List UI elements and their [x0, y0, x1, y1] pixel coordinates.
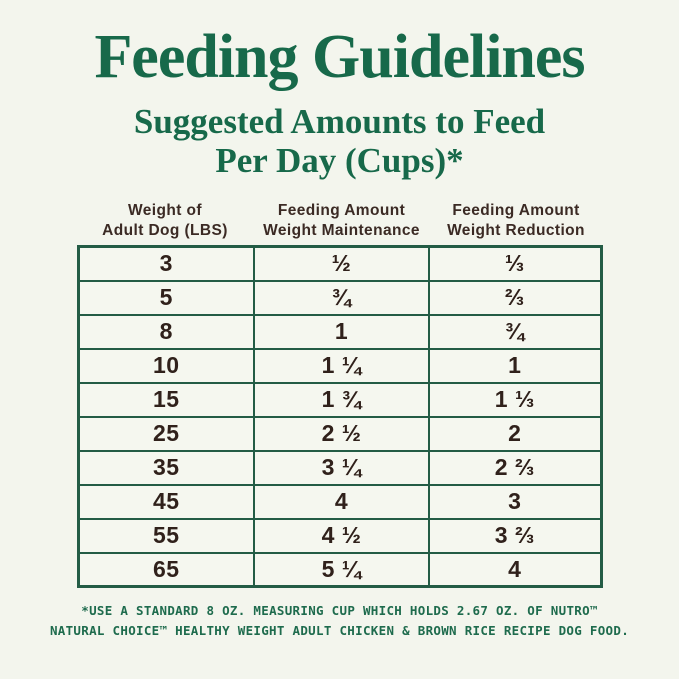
maintenance-cell: ¾: [254, 281, 429, 315]
page-subtitle: [0, 102, 679, 180]
weight-cell: 3: [78, 247, 254, 281]
column-header-reduction: Feeding Amount Weight Reduction: [447, 202, 585, 239]
feeding-table: [77, 245, 603, 588]
table-row: [78, 349, 601, 383]
maintenance-cell: 5 ¼: [254, 553, 429, 587]
maintenance-cell: 3 ¼: [254, 451, 429, 485]
reduction-cell: ¾: [429, 315, 601, 349]
weight-cell: 55: [78, 519, 254, 553]
maintenance-cell: 2 ½: [254, 417, 429, 451]
page-title: Feeding Guidelines: [94, 23, 585, 91]
footnote-line-2: NATURAL CHOICE™ HEALTHY WEIGHT ADULT CHICKEN & BROWN RICE RECIPE DOG FOOD.: [49, 622, 630, 638]
table-row: [78, 247, 601, 281]
maintenance-cell: 1 ¼: [254, 349, 429, 383]
reduction-cell: ⅓: [429, 247, 601, 281]
weight-cell: 25: [78, 417, 254, 451]
weight-cell: 15: [78, 383, 254, 417]
reduction-cell: 4: [429, 553, 601, 587]
reduction-cell: 2 ⅔: [429, 451, 601, 485]
table-row: [78, 383, 601, 417]
reduction-cell: ⅔: [429, 281, 601, 315]
reduction-cell: 3: [429, 485, 601, 519]
weight-cell: 5: [78, 281, 254, 315]
reduction-cell: 1: [429, 349, 601, 383]
column-header-weight: Weight of Adult Dog (LBS): [102, 202, 228, 239]
table-row: [78, 315, 601, 349]
maintenance-cell: 1 ¾: [254, 383, 429, 417]
weight-cell: 45: [78, 485, 254, 519]
weight-cell: 65: [78, 553, 254, 587]
footnote-line-1: *USE A STANDARD 8 OZ. MEASURING CUP WHICH HOLDS 2.67 OZ. OF NUTRO™: [81, 603, 598, 619]
feeding-table-area: [77, 201, 603, 588]
table-row: [78, 281, 601, 315]
weight-cell: 10: [78, 349, 254, 383]
reduction-cell: 1 ⅓: [429, 383, 601, 417]
subtitle-line-1: Suggested Amounts to Feed: [133, 102, 546, 141]
table-column-headers: [77, 201, 603, 240]
reduction-cell: 3 ⅔: [429, 519, 601, 553]
table-row: [78, 485, 601, 519]
table-row: [78, 553, 601, 587]
table-row: [78, 451, 601, 485]
table-row: [78, 417, 601, 451]
weight-cell: 8: [78, 315, 254, 349]
footnote: [0, 601, 679, 640]
subtitle-line-2: Per Day (Cups)*: [215, 141, 464, 181]
maintenance-cell: 4 ½: [254, 519, 429, 553]
column-header-maintenance: Feeding Amount Weight Maintenance: [263, 202, 420, 239]
weight-cell: 35: [78, 451, 254, 485]
maintenance-cell: 4: [254, 485, 429, 519]
maintenance-cell: ½: [254, 247, 429, 281]
maintenance-cell: 1: [254, 315, 429, 349]
reduction-cell: 2: [429, 417, 601, 451]
table-row: [78, 519, 601, 553]
